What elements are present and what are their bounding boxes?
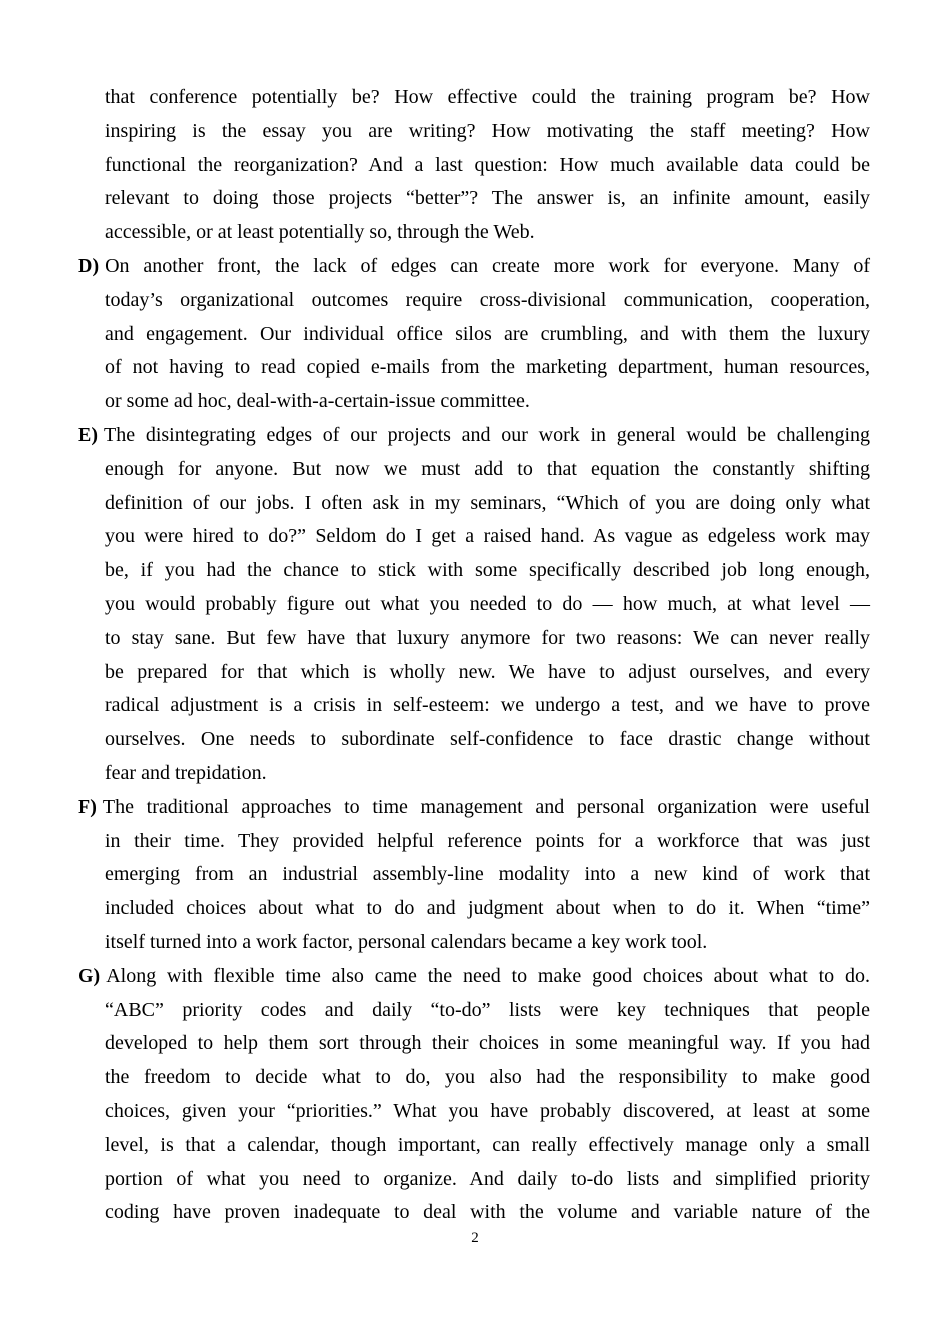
text-line [105, 554, 870, 588]
line-text: included choices about what to do and judgment about when to do it. When “time” [105, 897, 870, 920]
text-line [105, 81, 870, 115]
line-text: to stay sane. But few have that luxury anymore for two reasons: We can never really [105, 626, 870, 649]
line-text: itself turned into a work factor, personal calendars became a key work tool. [105, 930, 708, 953]
line-text: the freedom to decide what to do, you also had the responsibility to make good [105, 1066, 870, 1089]
line-text: definition of our jobs. I often ask in my seminars, “Which of you are doing only what [105, 491, 870, 514]
text-line [105, 182, 870, 216]
line-text: today’s organizational outcomes require cross-divisional communication, cooperation, [105, 288, 870, 311]
text-line [78, 419, 870, 453]
text-line [105, 892, 870, 926]
line-text: level, is that a calendar, though important, can really effectively manage only a small [105, 1133, 870, 1156]
paragraph-g [0, 960, 950, 1230]
line-text: relevant to doing those projects “better”? The answer is, an infinite amount, easily [105, 187, 870, 210]
text-line [105, 1027, 870, 1061]
line-text: you would probably figure out what you needed to do — how much, at what level — [105, 592, 870, 615]
text-line [105, 723, 870, 757]
text-line [105, 520, 870, 554]
line-text: be prepared for that which is wholly new. We have to adjust ourselves, and every [105, 660, 870, 683]
text-line [105, 757, 870, 791]
line-text: “ABC” priority codes and daily “to-do” lists were key techniques that people [105, 998, 870, 1021]
line-text: choices, given your “priorities.” What you have probably discovered, at least at some [105, 1099, 870, 1122]
line-text: developed to help them sort through their choices in some meaningful way. If you had [105, 1032, 870, 1055]
text-line [105, 149, 870, 183]
line-text: Along with flexible time also came the need to make good choices about what to do. [106, 964, 870, 987]
text-line [105, 1163, 870, 1197]
line-text: inspiring is the essay you are writing? How motivating the staff meeting? How [105, 119, 870, 142]
text-line [105, 1061, 870, 1095]
text-line [105, 1095, 870, 1129]
text-line [105, 858, 870, 892]
page-number: 2 [471, 1230, 479, 1246]
line-text: functional the reorganization? And a last question: How much available data could be [105, 153, 870, 176]
line-text: accessible, or at least potentially so, through the Web. [105, 221, 535, 244]
line-text: The disintegrating edges of our projects and our work in general would be challenging [104, 423, 870, 446]
text-line [105, 453, 870, 487]
line-text: emerging from an industrial assembly-line modality into a new kind of work that [105, 863, 870, 886]
text-line [105, 994, 870, 1028]
text-line [105, 487, 870, 521]
text-line [105, 926, 870, 960]
text-line [105, 284, 870, 318]
paragraph-d [0, 250, 950, 419]
text-line [78, 960, 870, 994]
text-line [105, 385, 870, 419]
line-text: fear and trepidation. [105, 761, 267, 784]
line-text: that conference potentially be? How effective could the training program be? How [105, 86, 870, 108]
line-text: be, if you had the chance to stick with some specifically described job long enough, [105, 559, 870, 582]
document-body [0, 81, 950, 1230]
text-line [105, 1129, 870, 1163]
text-line [78, 791, 870, 825]
text-line [105, 689, 870, 723]
text-line [105, 588, 870, 622]
text-line [105, 115, 870, 149]
line-text: you were hired to do?” Seldom do I get a raised hand. As vague as edgeless work may [105, 525, 870, 548]
paragraph-label: F) [78, 795, 97, 818]
line-text: or some ad hoc, deal-with-a-certain-issue committee. [105, 390, 530, 413]
line-text: On another front, the lack of edges can create more work for everyone. Many of [105, 254, 870, 277]
paragraph-label: D) [78, 254, 100, 277]
paragraph-e [0, 419, 950, 791]
paragraph-f [0, 791, 950, 960]
text-line [105, 216, 870, 250]
line-text: portion of what you need to organize. And daily to-do lists and simplified priority [105, 1167, 870, 1190]
paragraph-label: G) [78, 964, 101, 987]
line-text: radical adjustment is a crisis in self-esteem: we undergo a test, and we have to prove [105, 694, 870, 717]
text-line [105, 656, 870, 690]
text-line [105, 622, 870, 656]
paragraph-continued [0, 81, 950, 250]
line-text: and engagement. Our individual office silos are crumbling, and with them the luxury [105, 322, 870, 345]
text-line [78, 250, 870, 284]
text-line [105, 351, 870, 385]
text-line [105, 1196, 870, 1230]
paragraph-label: E) [78, 423, 98, 446]
line-text: The traditional approaches to time management and personal organization were useful [102, 795, 870, 818]
text-line [105, 825, 870, 859]
text-line [105, 318, 870, 352]
line-text: ourselves. One needs to subordinate self-confidence to face drastic change without [105, 728, 870, 751]
line-text: coding have proven inadequate to deal with the volume and variable nature of the [105, 1201, 870, 1224]
line-text: in their time. They provided helpful reference points for a workforce that was just [105, 829, 870, 852]
line-text: of not having to read copied e-mails from the marketing department, human resources, [105, 356, 870, 379]
line-text: enough for anyone. But now we must add to that equation the constantly shifting [105, 457, 870, 480]
